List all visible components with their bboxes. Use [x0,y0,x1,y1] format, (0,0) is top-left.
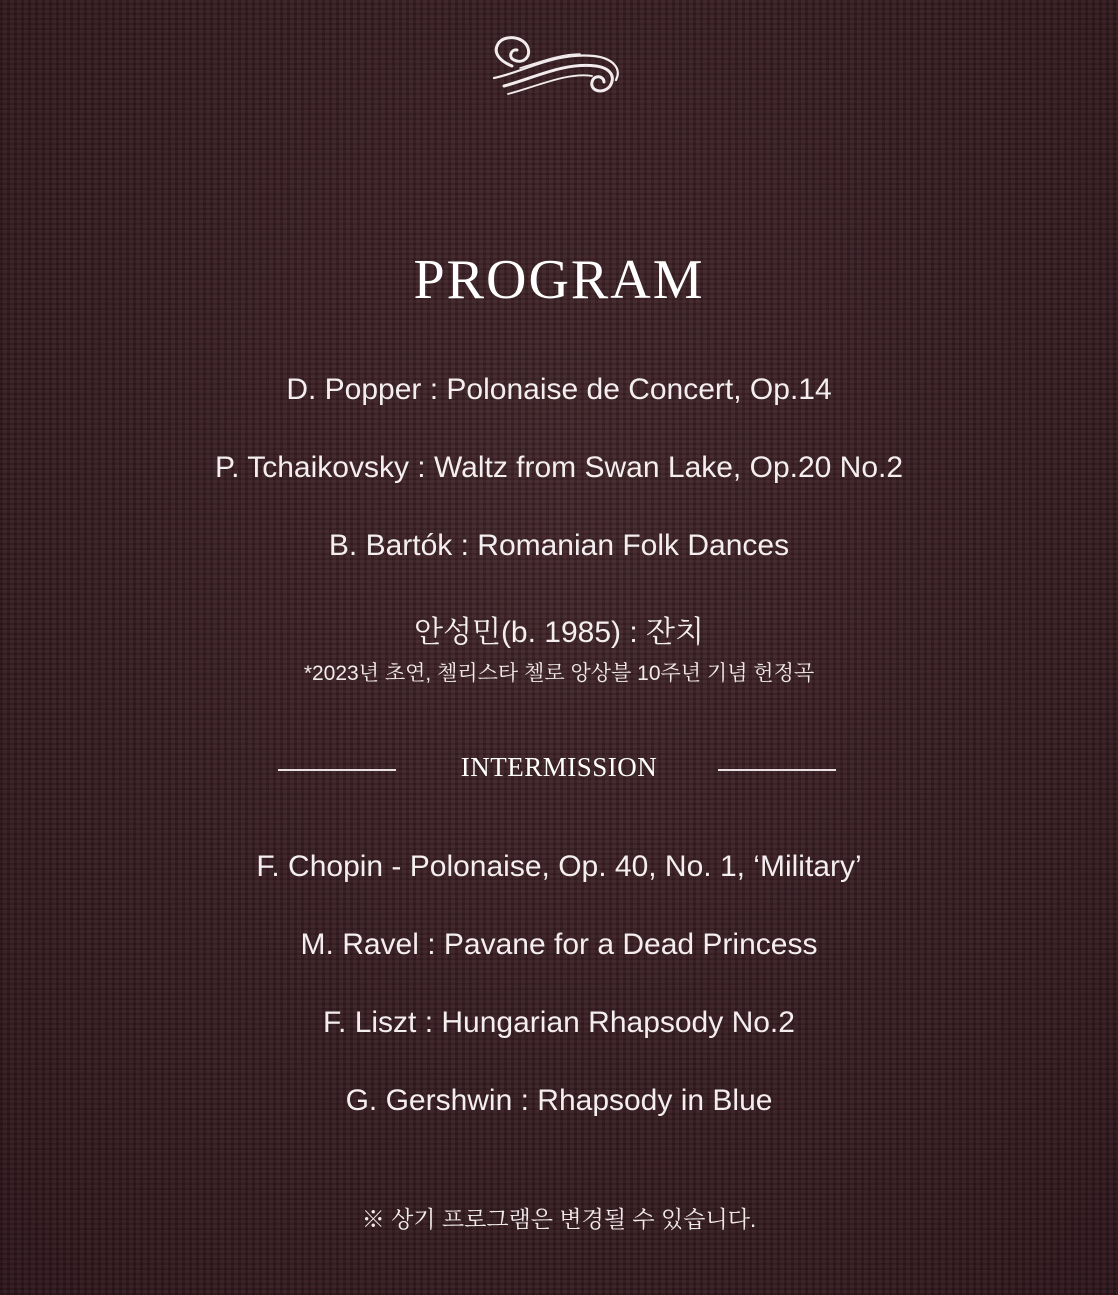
page-title: PROGRAM [413,249,705,311]
intermission-label: INTERMISSION [460,752,658,782]
program-item-tchaikovsky: P. Tchaikovsky : Waltz from Swan Lake, Op.20 No.2 [214,451,904,484]
program-item-ahn-seongmin: 안성민(b. 1985) : 잔치 [414,616,704,649]
program-item-bartok: B. Bartók : Romanian Folk Dances [328,529,790,562]
program-item-ravel: M. Ravel : Pavane for a Dead Princess [300,928,818,961]
program-item-liszt: F. Liszt : Hungarian Rhapsody No.2 [323,1006,795,1039]
premiere-note: *2023년 초연, 첼리스타 첼로 앙상블 10주년 기념 헌정곡 [303,662,815,685]
program-item-gershwin: G. Gershwin : Rhapsody in Blue [345,1084,773,1117]
program-change-notice: ※ 상기 프로그램은 변경될 수 있습니다. [361,1206,757,1232]
intermission-divider-right [718,769,836,771]
flourish-ornament-icon [484,32,630,102]
program-item-chopin: F. Chopin - Polonaise, Op. 40, No. 1, ‘Military’ [256,850,862,883]
program-item-popper: D. Popper : Polonaise de Concert, Op.14 [286,373,832,406]
